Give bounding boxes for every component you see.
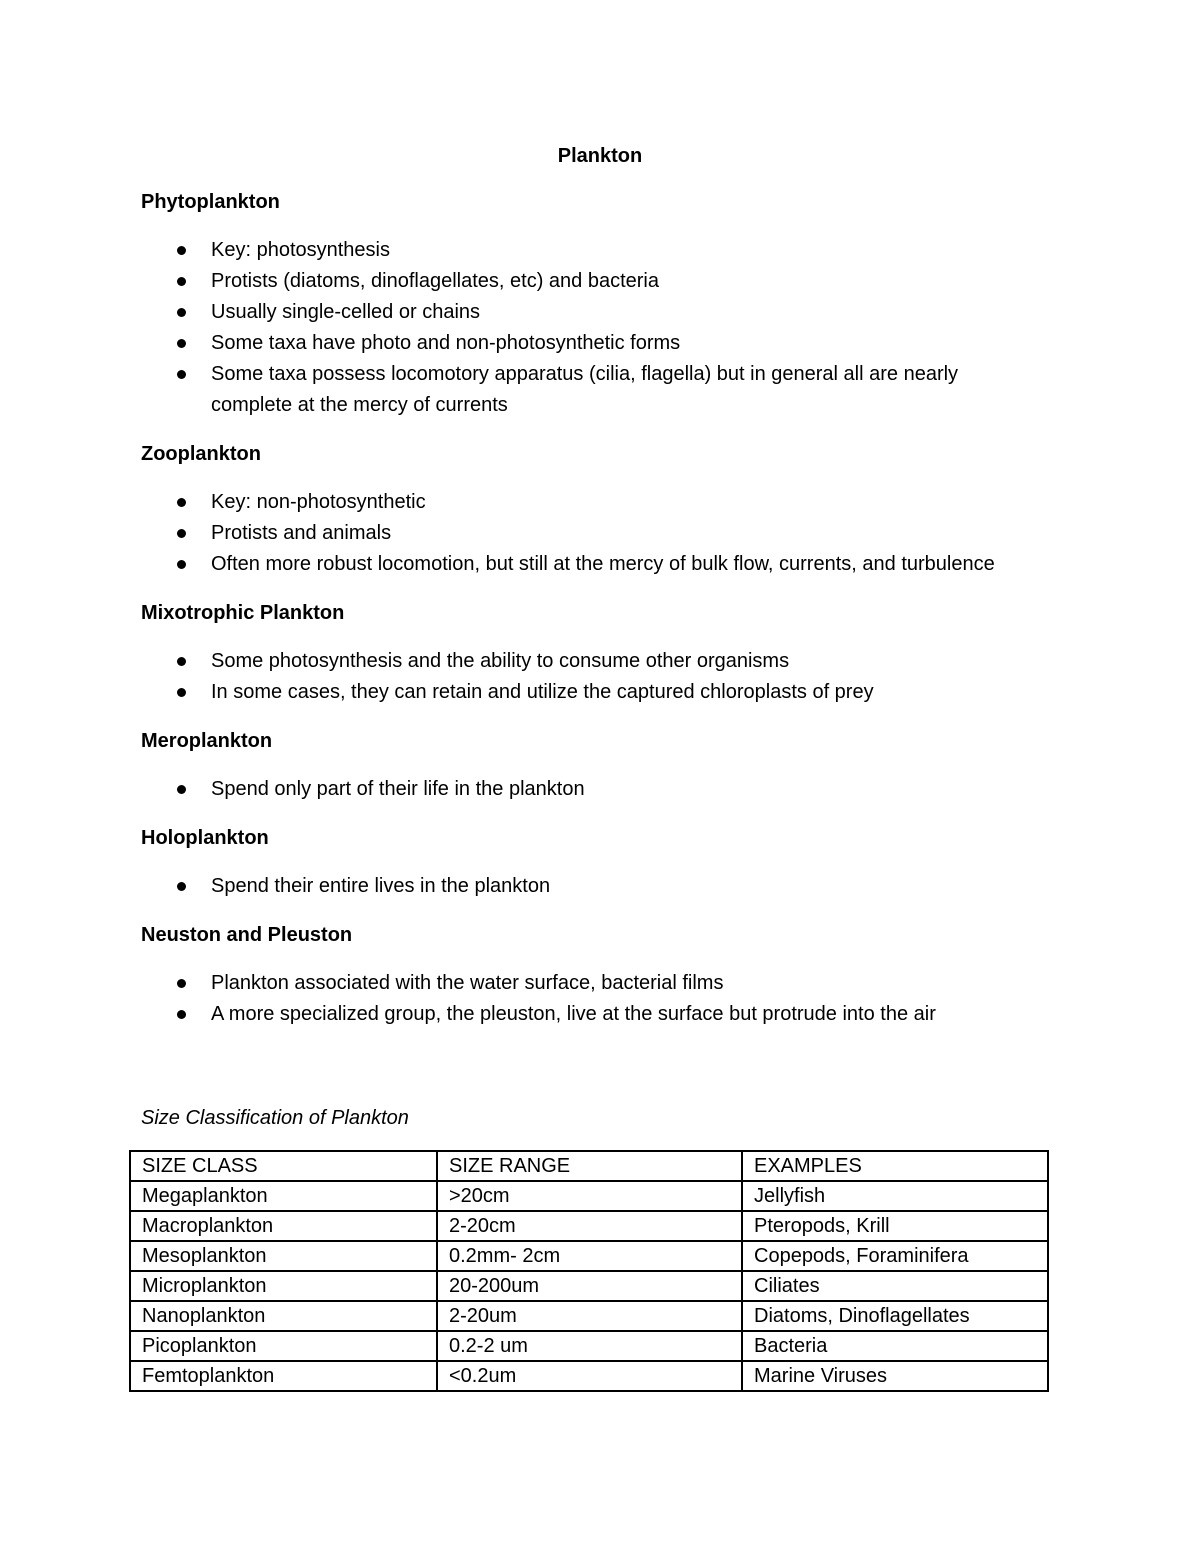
table-cell: Picoplankton [130,1331,437,1361]
bullet-list [141,487,1041,580]
table-cell: Diatoms, Dinoflagellates [742,1301,1048,1331]
table-cell: Microplankton [130,1271,437,1301]
table-row [130,1331,1048,1361]
section-zooplankton [141,441,1041,580]
table-header-row [130,1151,1048,1181]
table-cell: Bacteria [742,1331,1048,1361]
section-phytoplankton [141,189,1041,421]
section-neuston-pleuston [141,922,1041,1030]
section-heading: Zooplankton [141,443,261,465]
table-row [130,1361,1048,1391]
table-cell: 20-200um [437,1271,742,1301]
section-holoplankton [141,825,1041,902]
bullet-list [141,871,1041,902]
table-caption: Size Classification of Plankton [141,1107,409,1129]
list-item: Key: photosynthesis [141,235,1041,266]
table-cell: >20cm [437,1181,742,1211]
table-cell: Marine Viruses [742,1361,1048,1391]
size-classification-table [129,1150,1049,1392]
notes-content [141,189,1041,1050]
section-heading: Meroplankton [141,730,273,752]
table-row [130,1211,1048,1241]
table-row [130,1241,1048,1271]
table-cell: 2-20um [437,1301,742,1331]
table-cell: Jellyfish [742,1181,1048,1211]
list-item: Protists and animals [141,518,1041,549]
list-item: Spend only part of their life in the plankton [141,774,1041,805]
column-header: EXAMPLES [742,1151,1048,1181]
list-item: Usually single-celled or chains [141,297,1041,328]
list-item: Protists (diatoms, dinoflagellates, etc) and bacteria [141,266,1041,297]
table-cell: Mesoplankton [130,1241,437,1271]
section-heading: Phytoplankton [141,191,280,213]
list-item: Some photosynthesis and the ability to consume other organisms [141,646,1041,677]
table-row [130,1181,1048,1211]
table-cell: Macroplankton [130,1211,437,1241]
page-title: Plankton [557,145,643,167]
bullet-list [141,774,1041,805]
bullet-list [141,968,1041,1030]
section-mixotrophic-plankton [141,600,1041,708]
list-item: A more specialized group, the pleuston, live at the surface but protrude into the air [141,999,1041,1030]
table-row [130,1271,1048,1301]
list-item: Spend their entire lives in the plankton [141,871,1041,902]
table-cell: Nanoplankton [130,1301,437,1331]
column-header: SIZE CLASS [130,1151,437,1181]
table-cell: Femtoplankton [130,1361,437,1391]
list-item: Some taxa have photo and non-photosynthetic forms [141,328,1041,359]
table-cell: Pteropods, Krill [742,1211,1048,1241]
column-header: SIZE RANGE [437,1151,742,1181]
bullet-list [141,235,1041,421]
list-item: Often more robust locomotion, but still at the mercy of bulk flow, currents, and turbulence [141,549,1041,580]
table-cell: 2-20cm [437,1211,742,1241]
list-item: Some taxa possess locomotory apparatus (cilia, flagella) but in general all are nearly complete at the mercy of currents [141,359,1041,421]
list-item: In some cases, they can retain and utilize the captured chloroplasts of prey [141,677,1041,708]
section-heading: Mixotrophic Plankton [141,602,345,624]
section-meroplankton [141,728,1041,805]
section-heading: Holoplankton [141,827,269,849]
table-cell: <0.2um [437,1361,742,1391]
bullet-list [141,646,1041,708]
list-item: Plankton associated with the water surface, bacterial films [141,968,1041,999]
list-item: Key: non-photosynthetic [141,487,1041,518]
table-row [130,1301,1048,1331]
table-cell: 0.2-2 um [437,1331,742,1361]
table-cell: Megaplankton [130,1181,437,1211]
table-cell: Ciliates [742,1271,1048,1301]
table-cell: 0.2mm- 2cm [437,1241,742,1271]
table-cell: Copepods, Foraminifera [742,1241,1048,1271]
section-heading: Neuston and Pleuston [141,924,353,946]
